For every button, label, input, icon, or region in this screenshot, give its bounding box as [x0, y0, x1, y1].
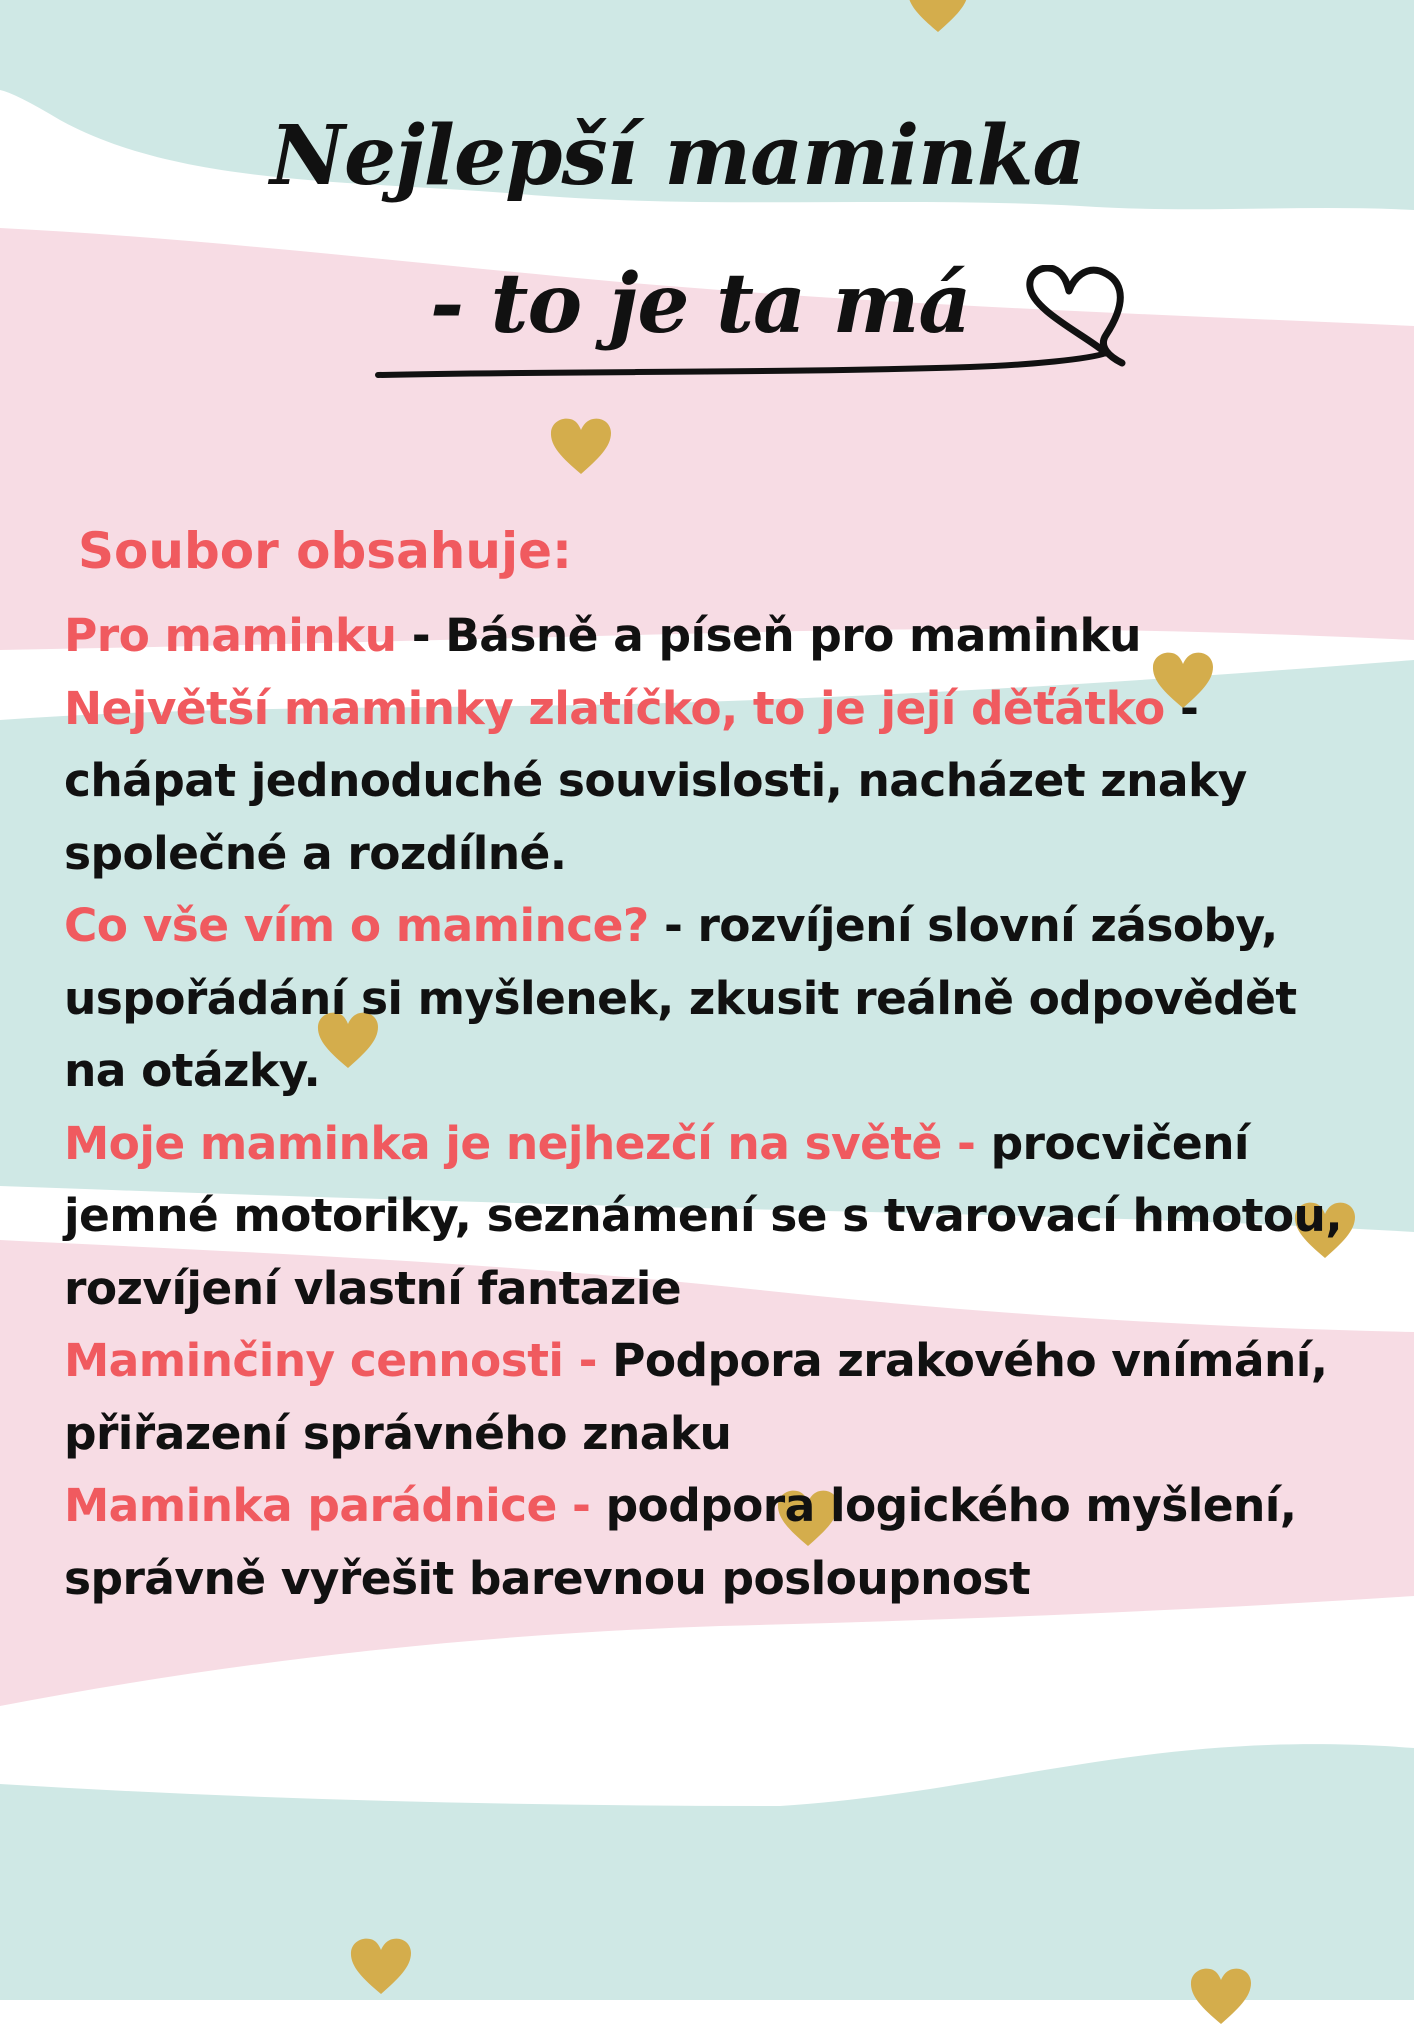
list-item	[64, 1470, 1354, 1615]
list-item	[64, 890, 1354, 1108]
item-description: procvičení jemné motoriky, seznámení se s tvarovací hmotou, rozvíjení vlastní fantazie	[64, 1116, 1343, 1315]
item-title: Maminka parádnice -	[64, 1479, 591, 1532]
item-description: - Básně a píseň pro maminku	[411, 609, 1141, 662]
item-title: Moje maminka je nejhezčí na světě -	[64, 1116, 976, 1170]
list-item	[64, 1325, 1354, 1470]
mint-stroke-bottom	[0, 1744, 1414, 2000]
item-description: - chápat jednoduché souvislosti, nacházet znaky společné a rozdílné.	[64, 681, 1247, 880]
item-description: podpora logického myšlení, správně vyřešit barevnou posloupnost	[64, 1479, 1297, 1605]
page-title: Nejlepší maminka	[270, 108, 1085, 204]
list-item	[64, 1108, 1354, 1326]
item-title: Pro maminku	[64, 609, 397, 662]
title-underline-heart-icon	[370, 265, 1140, 385]
list-item	[64, 600, 1354, 673]
gold-heart-icon	[1188, 1966, 1254, 2026]
page-subtitle: - to je ta má	[430, 256, 971, 352]
list-item	[64, 673, 1354, 891]
item-title: Největší maminky zlatíčko, to je její děťátko	[64, 681, 1165, 735]
item-title: Co vše vím o mamince?	[64, 899, 649, 952]
content-section	[64, 516, 1354, 1615]
gold-heart-icon	[348, 1936, 414, 1996]
item-description: - rozvíjení slovní zásoby, uspořádání si myšlenek, zkusit reálně odpovědět na otázky.	[64, 899, 1297, 1097]
gold-heart-icon	[548, 416, 614, 476]
contents-heading: Soubor obsahuje:	[78, 522, 573, 580]
item-description: Podpora zrakového vnímání, přiřazení správného znaku	[64, 1334, 1328, 1460]
item-title: Maminčiny cennosti -	[64, 1334, 597, 1387]
gold-heart-icon	[905, 0, 971, 34]
